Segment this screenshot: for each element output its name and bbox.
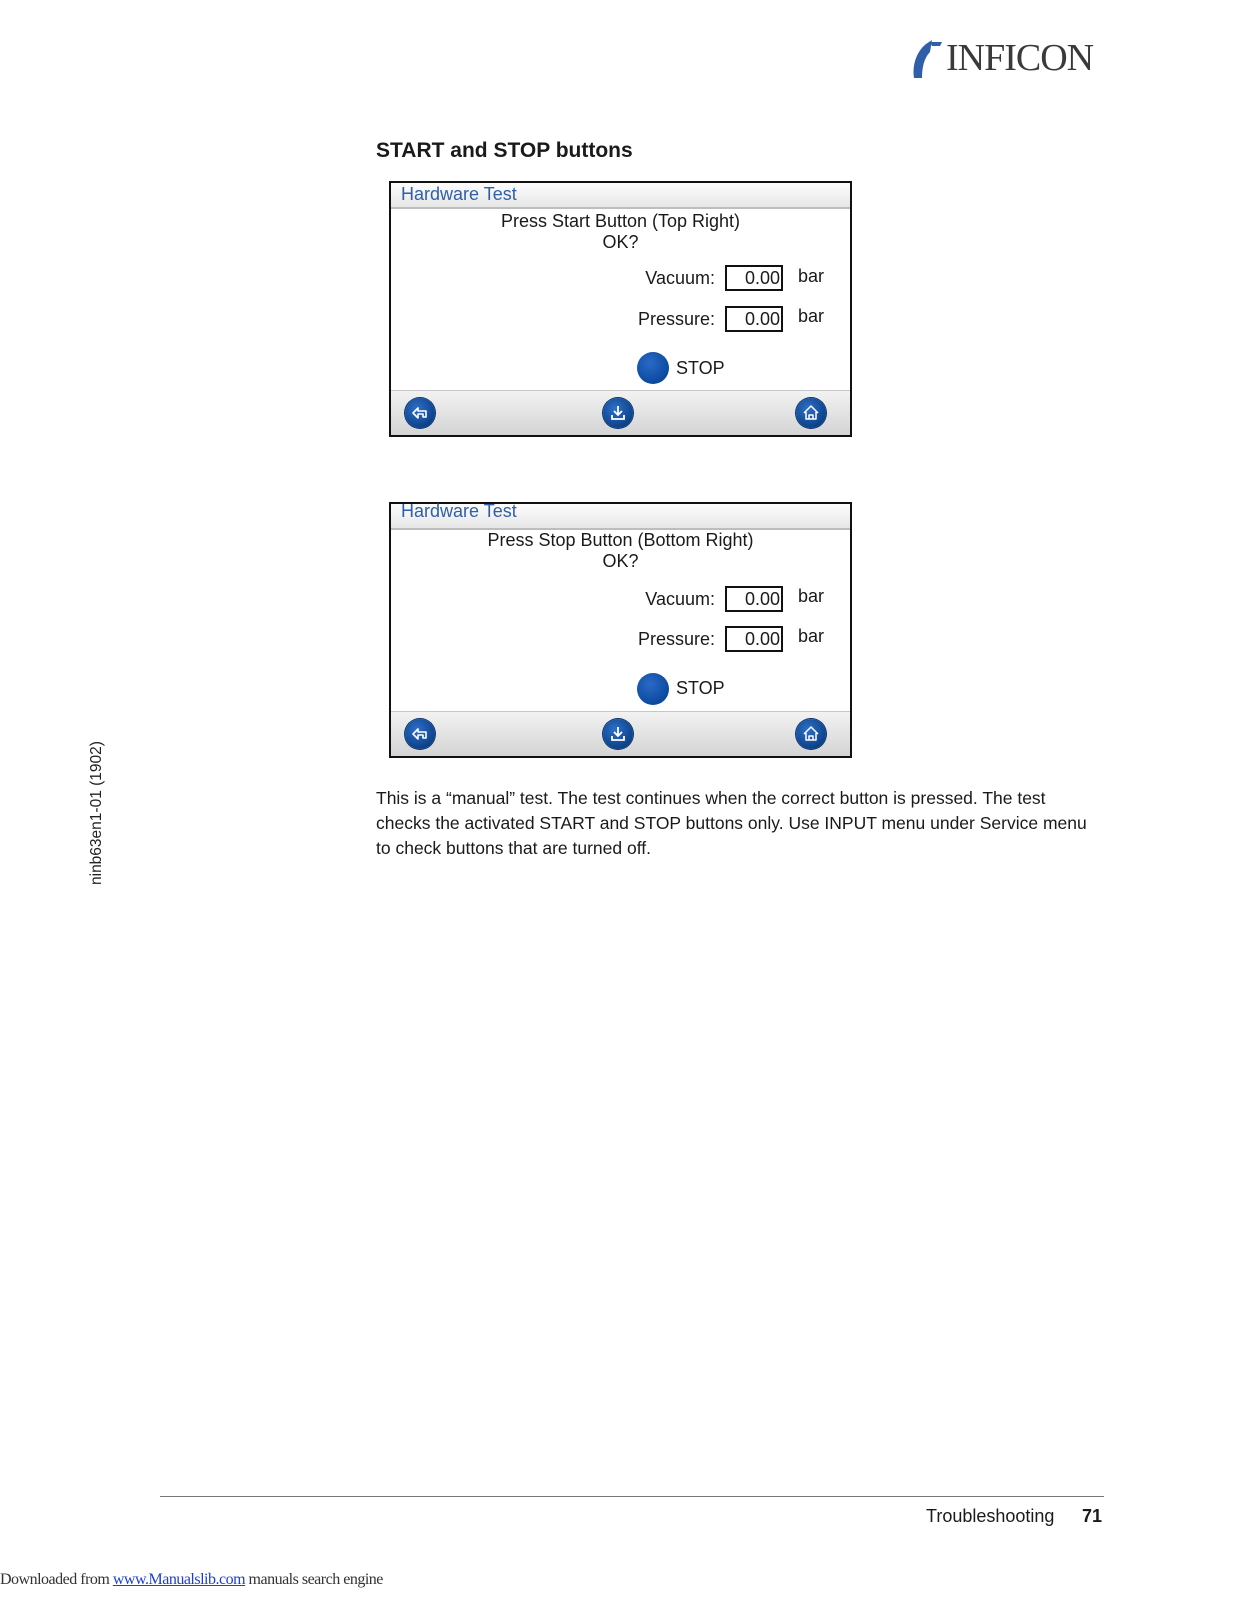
- download-suffix: manuals search engine: [245, 1571, 383, 1588]
- pressure-value: 0.00: [725, 306, 783, 332]
- download-prefix: Downloaded from: [0, 1571, 113, 1588]
- hardware-test-screen-start: [389, 181, 852, 437]
- back-button[interactable]: [405, 719, 435, 749]
- vacuum-label: Vacuum:: [645, 268, 715, 288]
- pressure-unit: bar: [798, 306, 825, 326]
- screen-title: Hardware Test: [401, 184, 517, 204]
- vacuum-value: 0.00: [725, 586, 783, 612]
- inficon-logo: [908, 36, 1108, 84]
- pressure-value: 0.00: [725, 626, 783, 652]
- screen-title: Hardware Test: [401, 501, 517, 521]
- home-icon: [801, 724, 821, 744]
- pressure-label: Pressure:: [637, 309, 715, 329]
- hardware-test-screen-stop: [389, 502, 852, 758]
- stop-label: STOP: [676, 678, 725, 698]
- vacuum-unit: bar: [798, 266, 825, 286]
- download-notice: [0, 1571, 383, 1589]
- section-heading: START and STOP buttons: [376, 139, 633, 162]
- footer-divider: [160, 1496, 1104, 1497]
- download-icon: [608, 724, 628, 744]
- vacuum-unit: bar: [798, 586, 825, 606]
- stop-indicator-icon: [637, 352, 669, 384]
- save-button[interactable]: [603, 719, 633, 749]
- home-button[interactable]: [796, 398, 826, 428]
- nav-bar: [391, 711, 850, 756]
- inficon-logo-icon: [908, 38, 946, 80]
- logo-text: INFICON: [946, 37, 1094, 79]
- home-icon: [801, 403, 821, 423]
- vacuum-value: 0.00: [725, 265, 783, 291]
- stop-label: STOP: [676, 358, 725, 378]
- save-button[interactable]: [603, 398, 633, 428]
- back-arrow-icon: [410, 724, 430, 744]
- body-paragraph: This is a “manual” test. The test continues when the correct button is pressed. The test checks the activated START and STOP buttons only. Use INPUT menu under Service menu to check buttons that are turned off.: [376, 788, 1087, 858]
- download-icon: [608, 403, 628, 423]
- title-bar: [391, 183, 850, 209]
- manualslib-link[interactable]: www.Manualslib.com: [112, 1571, 246, 1588]
- vacuum-label: Vacuum:: [645, 589, 715, 609]
- back-arrow-icon: [410, 403, 430, 423]
- nav-bar: [391, 390, 850, 435]
- page-number: 71: [1082, 1506, 1103, 1526]
- stop-indicator-icon: [637, 673, 669, 705]
- prompt-line: Press Stop Button (Bottom Right): [487, 530, 754, 550]
- prompt-confirm: OK?: [602, 232, 639, 252]
- prompt: [391, 530, 850, 572]
- prompt-line: Press Start Button (Top Right): [500, 211, 741, 231]
- back-button[interactable]: [405, 398, 435, 428]
- pressure-unit: bar: [798, 626, 825, 646]
- pressure-label: Pressure:: [637, 629, 715, 649]
- footer-section-title: Troubleshooting: [926, 1506, 1055, 1526]
- title-bar: [391, 501, 850, 530]
- prompt: [391, 211, 850, 253]
- home-button[interactable]: [796, 719, 826, 749]
- document-reference: ninb63en1-01 (1902): [88, 741, 105, 885]
- prompt-confirm: OK?: [602, 551, 639, 571]
